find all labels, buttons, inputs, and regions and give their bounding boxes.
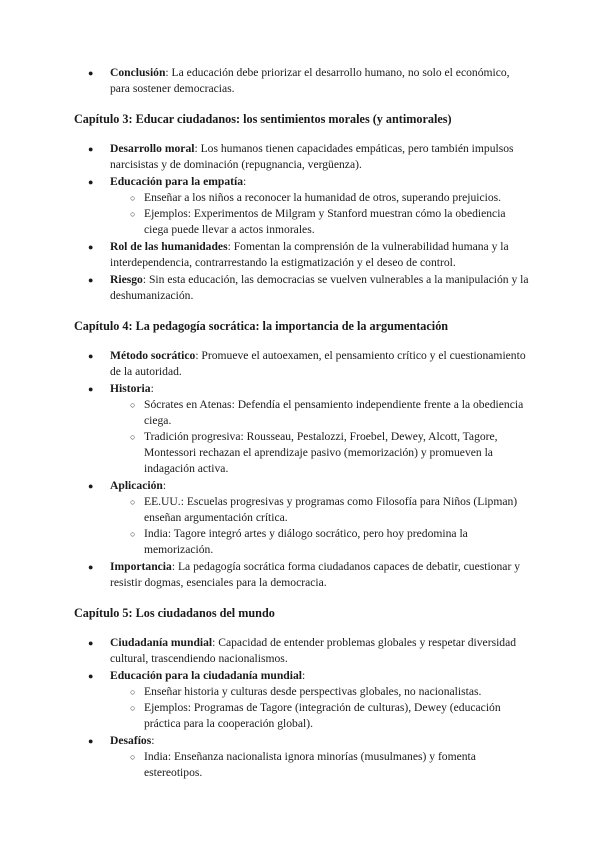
- sub-bullet-list: [110, 749, 530, 781]
- sub-bullet-list: [110, 494, 530, 558]
- bullet-item: [0, 174, 530, 238]
- bullet-item: [0, 559, 530, 591]
- bullet-term: Método socrático: [110, 349, 196, 362]
- sub-bullet-item: ○ EE.UU.: Escuelas progresivas y programas como Filosofía para Niños (Lipman) enseñan argumentación crítica.: [110, 494, 524, 526]
- sub-bullet-list: [110, 397, 530, 477]
- bullet-text: : Fomentan la comprensión de la vulnerabilidad humana y la interdependencia, contrarrestando la estigmatización y el deseo de control.: [110, 240, 509, 269]
- chapter-section: [0, 318, 600, 591]
- bullet-item: [0, 635, 530, 667]
- bullet-item: [0, 239, 530, 271]
- bullet-text: :: [302, 669, 306, 682]
- chapter-heading: Capítulo 3: Educar ciudadanos: los sentimientos morales (y antimorales): [74, 112, 452, 126]
- bullet-text: :: [162, 479, 167, 492]
- bullet-list: [0, 348, 600, 591]
- bullet-term: Historia: [110, 382, 151, 395]
- sub-bullet-item: ○ Enseñar historia y culturas desde perspectivas globales, no nacionalistas.: [110, 684, 524, 700]
- chapter-heading: Capítulo 5: Los ciudadanos del mundo: [74, 606, 275, 620]
- bullet-text: : La educación debe priorizar el desarrollo humano, no solo el económico, para sostener democracias.: [110, 66, 510, 95]
- sub-bullet-item: ○ Ejemplos: Experimentos de Milgram y Stanford muestran cómo la obediencia ciega puede llevar a actos inmorales.: [110, 206, 524, 238]
- sub-bullet-list: [110, 684, 530, 732]
- bullet-text: :: [151, 734, 155, 747]
- sub-bullet-item: ○ Tradición progresiva: Rousseau, Pestalozzi, Froebel, Dewey, Alcott, Tagore, Montessori rechazan el aprendizaje pasivo (memorización) y promueven la indagación activa.: [110, 429, 524, 477]
- bullet-text: : Los humanos tienen capacidades empáticas, pero también impulsos narcisistas y de dominación (repugnancia, vergüenza).: [110, 142, 514, 171]
- sub-bullet-item: ○ Ejemplos: Programas de Tagore (integración de culturas), Dewey (educación práctica para la cooperación global).: [110, 700, 524, 732]
- bullet-list: [0, 65, 600, 97]
- bullet-term: Conclusión: [110, 66, 166, 79]
- chapter-section: [0, 111, 600, 304]
- bullet-list: [0, 141, 600, 304]
- sub-bullet-item: ○ India: Enseñanza nacionalista ignora minorías (musulmanes) y fomenta estereotipos.: [110, 749, 524, 781]
- bullet-text: : Promueve el autoexamen, el pensamiento crítico y el cuestionamiento de la autoridad.: [110, 349, 526, 378]
- chapter-heading: Capítulo 4: La pedagogía socrática: la importancia de la argumentación: [74, 319, 449, 333]
- bullet-term: Importancia: [110, 560, 172, 573]
- bullet-text: : Sin esta educación, las democracias se vuelven vulnerables a la manipulación y la deshumanización.: [110, 273, 529, 302]
- sub-bullet-item: ○ Enseñar a los niños a reconocer la humanidad de otros, superando prejuicios.: [110, 190, 524, 206]
- bullet-text: :: [243, 175, 247, 188]
- bullet-term: Desarrollo moral: [110, 142, 195, 155]
- sub-bullet-list: [110, 190, 530, 238]
- bullet-item: [0, 141, 530, 173]
- bullet-item: [0, 65, 530, 97]
- chapter-section: [0, 65, 600, 97]
- bullet-item: [0, 381, 530, 477]
- bullet-text: : La pedagogía socrática forma ciudadanos capaces de debatir, cuestionar y resistir dogmas, esenciales para la democracia.: [110, 560, 520, 589]
- bullet-term: Rol de las humanidades: [110, 240, 228, 253]
- bullet-item: [0, 272, 530, 304]
- bullet-term: Educación para la ciudadanía mundial: [110, 669, 302, 682]
- bullet-term: Riesgo: [110, 273, 143, 286]
- sub-bullet-item: ○ Sócrates en Atenas: Defendía el pensamiento independiente frente a la obediencia ciega.: [110, 397, 524, 429]
- bullet-term: Ciudadanía mundial: [110, 636, 213, 649]
- chapter-section: [0, 605, 600, 781]
- bullet-item: [0, 348, 530, 380]
- bullet-item: [0, 668, 530, 732]
- bullet-item: [0, 478, 530, 558]
- sub-bullet-item: ○ India: Tagore integró artes y diálogo socrático, pero hoy predomina la memorización.: [110, 526, 524, 558]
- document-page: [0, 65, 600, 795]
- bullet-item: [0, 733, 530, 781]
- bullet-term: Desafíos: [110, 734, 152, 747]
- bullet-term: Educación para la empatía: [110, 175, 244, 188]
- bullet-text: : Capacidad de entender problemas globales y respetar diversidad cultural, trascendiendo nacionalismos.: [110, 636, 517, 665]
- bullet-list: [0, 635, 600, 781]
- bullet-text: :: [150, 382, 154, 395]
- bullet-term: Aplicación: [110, 479, 163, 492]
